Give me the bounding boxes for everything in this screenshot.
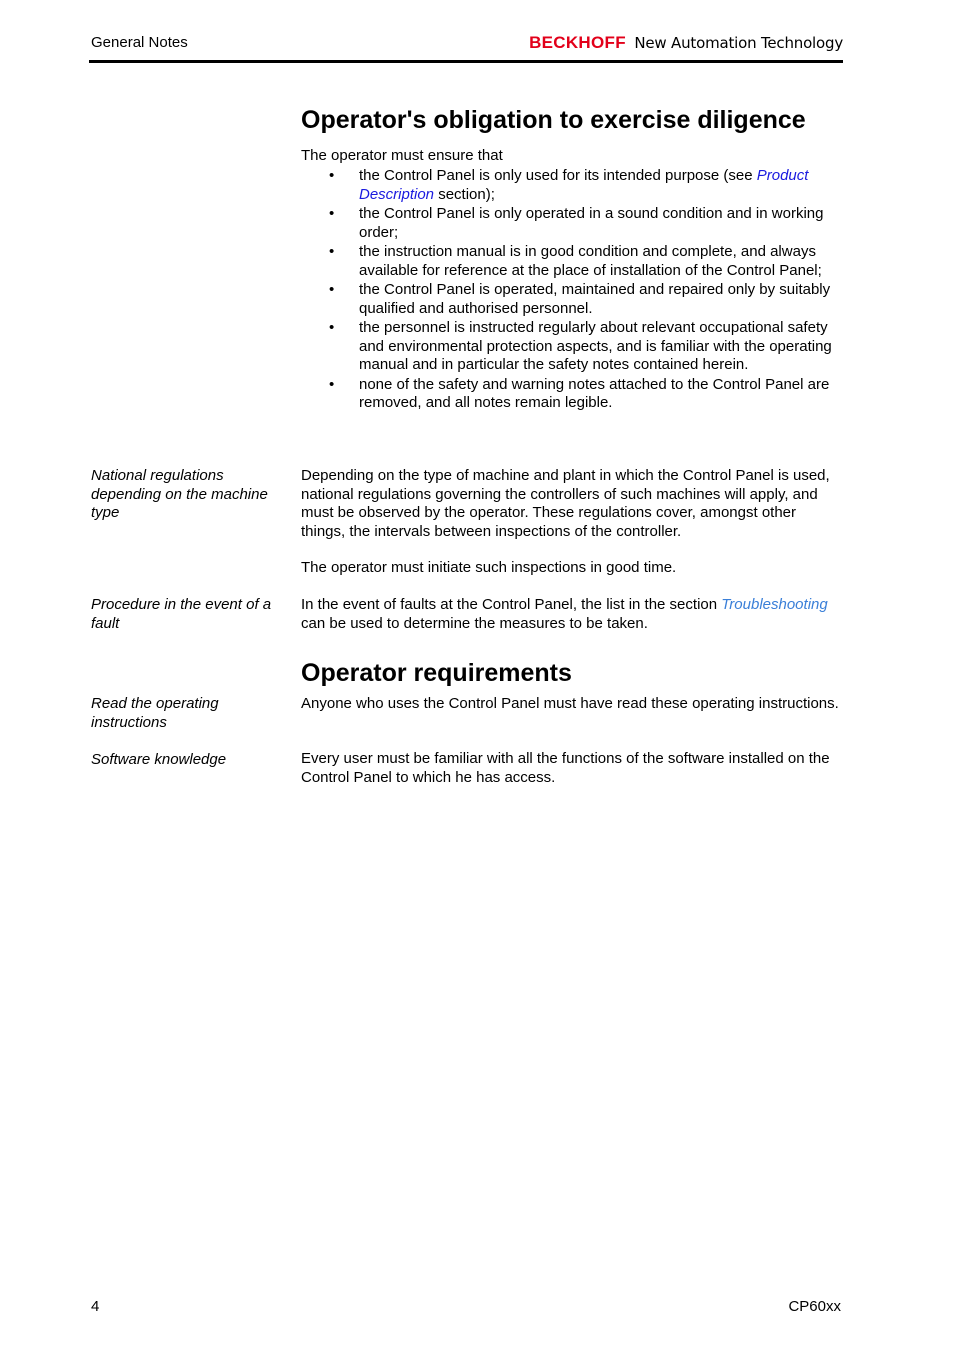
bullet-text: section); [434, 185, 495, 203]
document-id: CP60xx [788, 1298, 841, 1315]
brand-slogan: New Automation Technology [634, 34, 843, 52]
list-item [301, 167, 841, 204]
page-header [89, 32, 843, 63]
list-item: • the personnel is instructed regularly about relevant occupational safety and environmental protection aspects, and is familiar with the operating manual and in particular the safety notes contained herein. [301, 319, 841, 375]
brand-logo [529, 33, 843, 53]
software-knowledge-text: Every user must be familiar with all the functions of the software installed on the Control Panel to which he has access. [301, 750, 830, 786]
label-fault-procedure: Procedure in the event of a fault [91, 596, 272, 632]
label-national-regulations: National regulations depending on the machine type [91, 467, 268, 521]
list-item: • the Control Panel is only operated in a sound condition and in working order; [301, 205, 841, 242]
link-product-description[interactable]: Product Description [359, 167, 809, 203]
list-item: • the Control Panel is operated, maintained and repaired only by suitably qualified and authorised personnel. [301, 281, 841, 318]
heading-operator-diligence: Operator's obligation to exercise diligence [301, 106, 806, 134]
fault-procedure-text [301, 596, 841, 633]
header-section-name: General Notes [91, 34, 188, 51]
fault-text-start: In the event of faults at the Control Panel, the list in the section [301, 596, 722, 613]
bullet-text: the Control Panel is only used for its intended purpose (see [359, 167, 757, 184]
list-item: • the instruction manual is in good condition and complete, and always available for reference at the place of installation of the Control Panel; [301, 243, 841, 280]
read-instructions-text: Anyone who uses the Control Panel must have read these operating instructions. [301, 695, 839, 712]
diligence-bullet-list [301, 167, 841, 414]
diligence-intro: The operator must ensure that [301, 147, 503, 164]
national-regulations-text: Depending on the type of machine and plant in which the Control Panel is used, national regulations governing the controllers of such machines will apply, and must be observed by the operator. These regulations cover, amongst other things, the intervals between inspections of the controller. [301, 467, 830, 540]
heading-operator-requirements: Operator requirements [301, 659, 572, 687]
page-number: 4 [91, 1298, 100, 1315]
label-software-knowledge: Software knowledge [91, 751, 227, 768]
national-inspections-text: The operator must initiate such inspections in good time. [301, 559, 677, 576]
brand-logo-wordmark: BECKHOFF [529, 33, 626, 52]
fault-text-end: can be used to determine the measures to be taken. [301, 614, 648, 632]
list-item: • none of the safety and warning notes attached to the Control Panel are removed, and all notes remain legible. [301, 376, 841, 413]
link-troubleshooting[interactable]: Troubleshooting [721, 596, 828, 613]
label-read-instructions: Read the operating instructions [91, 695, 219, 731]
